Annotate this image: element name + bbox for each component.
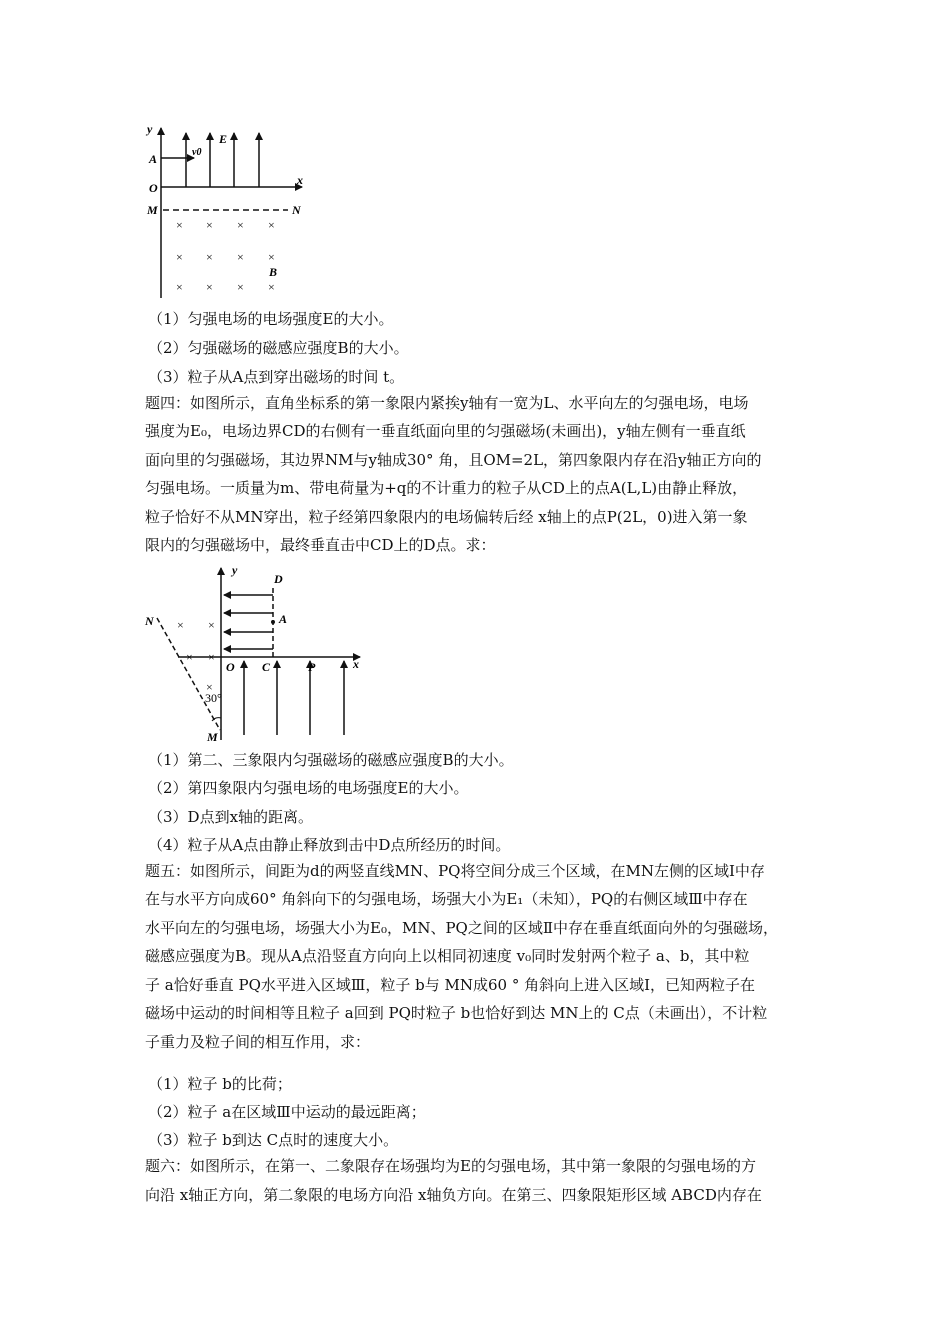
fig1-cross: × <box>237 280 244 294</box>
fig1-cross: × <box>176 280 183 294</box>
p5-text-line: 子重力及粒子间的相互作用，求： <box>145 1033 371 1051</box>
p6-text-line: 向沿 x轴正方向，第二象限的电场方向沿 x轴负方向。在第三、四象限矩形区域 ABCD内存在 <box>145 1186 762 1204</box>
fig2-cross: × <box>206 680 213 694</box>
fig1-cross: × <box>268 280 275 294</box>
fig1-label-A: A <box>149 152 158 166</box>
p4-question-3: （3）D点到x轴的距离。 <box>148 808 314 826</box>
figure-1 <box>140 122 310 302</box>
p5-text-line: 磁感应强度为B。现从A点沿竖直方向向上以相同初速度 v₀同时发射两个粒子 a、b，其中粒 <box>145 947 750 965</box>
p3-question-2: （2）匀强磁场的磁感应强度B的大小。 <box>148 339 409 357</box>
fig1-cross: × <box>237 218 244 232</box>
fig1-label-O: O <box>149 181 158 195</box>
p5-text-line: 题五：如图所示，间距为d的两竖直线MN、PQ将空间分成三个区域，在MN左侧的区域Ⅰ中存 <box>145 862 765 880</box>
fig2-label-C: C <box>262 660 271 674</box>
p5-text-line: 在与水平方向成60° 角斜向下的匀强电场，场强大小为E₁（未知），PQ的右侧区域Ⅲ中存在 <box>145 890 748 908</box>
p5-question-1: （1）粒子 b的比荷； <box>148 1075 292 1093</box>
fig2-label-O: O <box>226 660 235 674</box>
p4-text-line: 限内的匀强磁场中，最终垂直击中CD上的D点。求： <box>145 536 496 554</box>
fig2-label-P: P <box>308 660 316 674</box>
p5-text-line: 磁场中运动的时间相等且粒子 a回到 PQ时粒子 b也恰好到达 MN上的 C点（未画出），不计粒 <box>145 1004 768 1022</box>
fig1-label-B: B <box>269 265 278 279</box>
fig2-cross: × <box>208 618 215 632</box>
p6-text-line: 题六：如图所示，在第一、二象限存在场强均为E的匀强电场，其中第一象限的匀强电场的方 <box>145 1157 756 1175</box>
p4-text-line: 匀强电场。一质量为m、带电荷量为+q的不计重力的粒子从CD上的点A(L,L)由静止释放， <box>145 479 748 497</box>
fig2-label-angle: 30° <box>205 691 222 705</box>
p4-question-4: （4）粒子从A点由静止释放到击中D点所经历的时间。 <box>148 836 511 854</box>
p3-question-1: （1）匀强电场的电场强度E的大小。 <box>148 310 394 328</box>
fig1-cross: × <box>268 218 275 232</box>
fig2-label-A: A <box>279 612 288 626</box>
p4-text-line: 题四：如图所示，直角坐标系的第一象限内紧挨y轴有一宽为L、水平向左的匀强电场，电场 <box>145 394 749 412</box>
fig1-label-N: N <box>292 203 301 217</box>
fig1-cross: × <box>206 280 213 294</box>
fig1-label-v0: v0 <box>192 147 202 158</box>
fig2-label-x: x <box>353 657 359 671</box>
fig1-cross: × <box>176 250 183 264</box>
p5-question-3: （3）粒子 b到达 C点时的速度大小。 <box>148 1131 399 1149</box>
fig2-label-y: y <box>232 563 238 577</box>
fig1-cross: × <box>237 250 244 264</box>
fig1-cross: × <box>268 250 275 264</box>
fig1-cross: × <box>206 218 213 232</box>
fig1-cross: × <box>176 218 183 232</box>
fig2-cross: × <box>186 650 193 664</box>
fig1-cross: × <box>206 250 213 264</box>
p5-text-line: 子 a恰好垂直 PQ水平进入区域Ⅲ，粒子 b与 MN成60 ° 角斜向上进入区域Ⅰ，已知两粒子在 <box>145 976 756 994</box>
p5-text-line: 水平向左的匀强电场，场强大小为E₀，MN、PQ之间的区域Ⅱ中存在垂直纸面向外的匀强磁场， <box>145 919 779 937</box>
p4-question-1: （1）第二、三象限内匀强磁场的磁感应强度B的大小。 <box>148 751 514 769</box>
fig2-label-D: D <box>274 572 283 586</box>
p3-question-3: （3）粒子从A点到穿出磁场的时间 t。 <box>148 368 405 386</box>
p4-question-2: （2）第四象限内匀强电场的电场强度E的大小。 <box>148 779 469 797</box>
p5-question-2: （2）粒子 a在区域Ⅲ中运动的最远距离； <box>148 1103 426 1121</box>
fig1-label-x: x <box>297 173 303 187</box>
p4-text-line: 强度为E₀，电场边界CD的右侧有一垂直纸面向里的匀强磁场(未画出)，y轴左侧有一垂直纸 <box>145 422 746 440</box>
fig2-cross: × <box>208 650 215 664</box>
fig1-label-y: y <box>147 122 153 136</box>
figure-2 <box>140 563 370 743</box>
p4-text-line: 面向里的匀强磁场，其边界NM与y轴成30° 角，且OM=2L，第四象限内存在沿y轴正方向的 <box>145 451 762 469</box>
fig2-label-M: M <box>207 730 218 743</box>
fig2-label-N: N <box>145 614 154 628</box>
fig1-label-E: E <box>219 132 228 146</box>
fig2-cross: × <box>177 618 184 632</box>
p4-text-line: 粒子恰好不从MN穿出，粒子经第四象限内的电场偏转后经 x轴上的点P(2L，0)进入第一象 <box>145 508 748 526</box>
fig1-label-M: M <box>147 203 158 217</box>
